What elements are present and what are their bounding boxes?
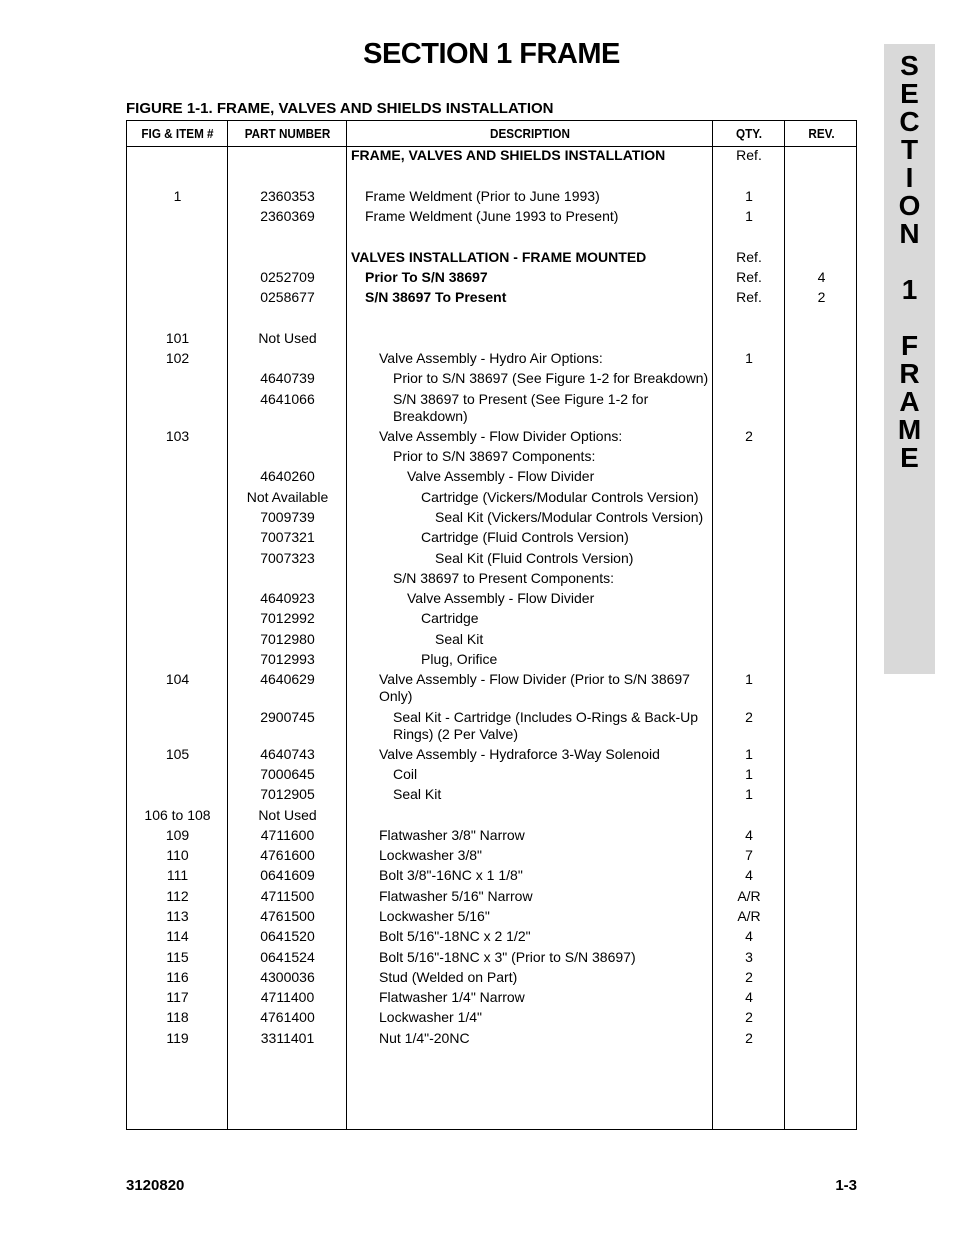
description-cell: Seal Kit (Vickers/Modular Controls Version) <box>435 509 704 525</box>
qty-cell: 7 <box>745 847 753 863</box>
description-cell: Bolt 5/16"-18NC x 2 1/2" <box>379 928 531 944</box>
qty-cell: 4 <box>745 827 753 843</box>
description-cell: Valve Assembly - Flow Divider <box>407 468 595 484</box>
side-tab-letter: A <box>899 386 920 417</box>
description-cell: Seal Kit <box>435 631 484 647</box>
description-cell: Valve Assembly - Hydro Air Options: <box>379 350 603 366</box>
qty-cell: 1 <box>745 766 753 782</box>
fig-item-cell: 104 <box>165 671 190 687</box>
description-cell: Plug, Orifice <box>421 651 498 667</box>
description-cell: Lockwasher 1/4" <box>379 1009 483 1025</box>
description-cell: Cartridge (Fluid Controls Version) <box>421 529 629 545</box>
document-number: 3120820 <box>126 1177 185 1194</box>
part-number-cell: 4711600 <box>260 827 315 843</box>
part-number-cell: 7012992 <box>260 610 315 626</box>
part-number-cell: 4640260 <box>260 468 315 484</box>
part-number-cell: 7009739 <box>260 509 315 525</box>
column-header-rev: REV. <box>808 126 835 141</box>
side-tab-letter: O <box>898 190 921 221</box>
side-tab-letter: T <box>900 134 919 165</box>
side-tab-letter: S <box>900 50 919 81</box>
rev-cell: 4 <box>817 269 826 285</box>
part-number-cell: 7012905 <box>260 786 315 802</box>
description-cell: Valve Assembly - Flow Divider (Prior to S/N 38697 Only) <box>379 671 690 704</box>
side-tab-letter: E <box>900 78 919 109</box>
part-number-cell: 7007323 <box>260 550 315 566</box>
part-number-cell: 0641524 <box>260 949 315 965</box>
description-cell: Seal Kit (Fluid Controls Version) <box>435 550 634 566</box>
side-tab-letter: M <box>897 414 922 445</box>
column-header-qty: QTY. <box>735 126 763 141</box>
fig-item-cell: 109 <box>165 827 190 843</box>
description-cell: Valve Assembly - Flow Divider <box>407 590 595 606</box>
section-side-tab <box>884 44 935 674</box>
qty-cell: Ref. <box>736 249 762 265</box>
qty-cell: 3 <box>745 949 753 965</box>
qty-cell: 1 <box>745 350 753 366</box>
side-tab-letter: F <box>900 330 919 361</box>
qty-cell: 1 <box>745 746 753 762</box>
part-number-cell: 4641066 <box>260 391 315 407</box>
description-cell: Flatwasher 5/16" Narrow <box>379 888 533 904</box>
part-number-cell: 4300036 <box>260 969 315 985</box>
part-number-cell: 3311401 <box>260 1030 315 1046</box>
description-cell: Cartridge (Vickers/Modular Controls Version) <box>421 489 699 505</box>
description-cell: Frame Weldment (June 1993 to Present) <box>365 208 619 224</box>
part-number-cell: 7000645 <box>260 766 315 782</box>
description-cell: Stud (Welded on Part) <box>379 969 518 985</box>
parts-table <box>126 120 857 1130</box>
qty-cell: 4 <box>745 867 753 883</box>
fig-item-cell: 117 <box>166 989 189 1005</box>
fig-item-cell: 101 <box>165 330 190 346</box>
description-cell: Bolt 3/8"-16NC x 1 1/8" <box>379 867 523 883</box>
part-number-cell: Not Used <box>258 330 317 346</box>
part-number-cell: 2360353 <box>260 188 315 204</box>
description-cell: Prior to S/N 38697 (See Figure 1-2 for Breakdown) <box>393 370 709 386</box>
fig-item-cell: 111 <box>166 867 189 883</box>
description-cell: Valve Assembly - Flow Divider Options: <box>379 428 623 444</box>
figure-title: FIGURE 1-1. FRAME, VALVES AND SHIELDS INSTALLATION <box>126 100 554 117</box>
part-number-cell: 7012980 <box>260 631 315 647</box>
qty-cell: A/R <box>737 888 761 904</box>
description-cell: Flatwasher 1/4" Narrow <box>379 989 525 1005</box>
part-number-cell: 0252709 <box>260 269 315 285</box>
qty-cell: 1 <box>745 671 753 687</box>
description-cell: Frame Weldment (Prior to June 1993) <box>365 188 600 204</box>
description-cell: Flatwasher 3/8" Narrow <box>379 827 525 843</box>
qty-cell: 2 <box>745 709 753 725</box>
fig-item-cell: 106 to 108 <box>144 807 211 823</box>
description-cell: S/N 38697 to Present Components: <box>393 570 615 586</box>
column-header-description: DESCRIPTION <box>490 126 570 141</box>
column-header-part-number: PART NUMBER <box>244 126 331 141</box>
part-number-cell: 4640739 <box>260 370 315 386</box>
part-number-cell: 4640923 <box>260 590 315 606</box>
part-number-cell: 7007321 <box>260 529 315 545</box>
description-cell: Seal Kit <box>393 786 442 802</box>
description-cell: VALVES INSTALLATION - FRAME MOUNTED <box>351 249 647 265</box>
fig-item-cell: 118 <box>166 1009 189 1025</box>
qty-cell: 2 <box>745 1030 753 1046</box>
side-tab-letter: C <box>899 106 920 137</box>
page-title: SECTION 1 FRAME <box>363 38 620 70</box>
description-cell: Lockwasher 5/16" <box>379 908 490 924</box>
fig-item-cell: 119 <box>166 1030 189 1046</box>
part-number-cell: 4761500 <box>260 908 315 924</box>
part-number-cell: 0258677 <box>260 289 315 305</box>
fig-item-cell: 114 <box>166 928 189 944</box>
description-cell: FRAME, VALVES AND SHIELDS INSTALLATION <box>351 147 666 163</box>
description-cell: Bolt 5/16"-18NC x 3" (Prior to S/N 38697) <box>379 949 636 965</box>
qty-cell: 4 <box>745 928 753 944</box>
side-tab-letter: N <box>899 218 920 249</box>
description-cell: Prior To S/N 38697 <box>365 269 488 285</box>
fig-item-cell: 103 <box>165 428 190 444</box>
fig-item-cell: 1 <box>173 188 182 204</box>
description-cell: Lockwasher 3/8" <box>379 847 483 863</box>
description-cell: Prior to S/N 38697 Components: <box>393 448 596 464</box>
qty-cell: 1 <box>745 188 753 204</box>
description-cell: Nut 1/4"-20NC <box>379 1030 470 1046</box>
description-cell: Seal Kit - Cartridge (Includes O-Rings & Back-Up Rings) (2 Per Valve) <box>393 709 698 742</box>
part-number-cell: 4761600 <box>260 847 315 863</box>
description-cell: S/N 38697 to Present (See Figure 1-2 for Breakdown) <box>393 391 649 424</box>
page-number: 1-3 <box>835 1177 857 1194</box>
part-number-cell: 4640629 <box>260 671 315 687</box>
qty-cell: 2 <box>745 1009 753 1025</box>
fig-item-cell: 116 <box>166 969 189 985</box>
fig-item-cell: 115 <box>166 949 189 965</box>
fig-item-cell: 112 <box>166 888 189 904</box>
part-number-cell: 4711500 <box>260 888 315 904</box>
side-tab-letter: 1 <box>901 274 918 305</box>
description-cell: S/N 38697 To Present <box>365 289 507 305</box>
qty-cell: Ref. <box>736 147 762 163</box>
part-number-cell: 0641520 <box>260 928 315 944</box>
qty-cell: 1 <box>745 786 753 802</box>
side-tab-letter: R <box>899 358 920 389</box>
fig-item-cell: 102 <box>165 350 190 366</box>
column-header-fig-item: FIG & ITEM # <box>141 126 214 141</box>
fig-item-cell: 105 <box>165 746 190 762</box>
part-number-cell: 4711400 <box>260 989 315 1005</box>
part-number-cell: Not Available <box>246 489 329 505</box>
qty-cell: 4 <box>745 989 753 1005</box>
side-tab-letter: I <box>905 162 914 193</box>
rev-cell: 2 <box>817 289 826 305</box>
part-number-cell: 4640743 <box>260 746 315 762</box>
description-cell: Cartridge <box>421 610 479 626</box>
qty-cell: 2 <box>745 969 753 985</box>
part-number-cell: 0641609 <box>260 867 315 883</box>
fig-item-cell: 113 <box>166 908 189 924</box>
description-cell: Coil <box>393 766 418 782</box>
qty-cell: 2 <box>745 428 753 444</box>
part-number-cell: 2900745 <box>260 709 315 725</box>
qty-cell: Ref. <box>736 289 762 305</box>
qty-cell: Ref. <box>736 269 762 285</box>
part-number-cell: 2360369 <box>260 208 315 224</box>
fig-item-cell: 110 <box>166 847 189 863</box>
qty-cell: A/R <box>737 908 761 924</box>
side-tab-letter: E <box>900 442 919 473</box>
qty-cell: 1 <box>745 208 753 224</box>
part-number-cell: 7012993 <box>260 651 315 667</box>
description-cell: Valve Assembly - Hydraforce 3-Way Solenoid <box>379 746 660 762</box>
part-number-cell: 4761400 <box>260 1009 315 1025</box>
part-number-cell: Not Used <box>258 807 317 823</box>
